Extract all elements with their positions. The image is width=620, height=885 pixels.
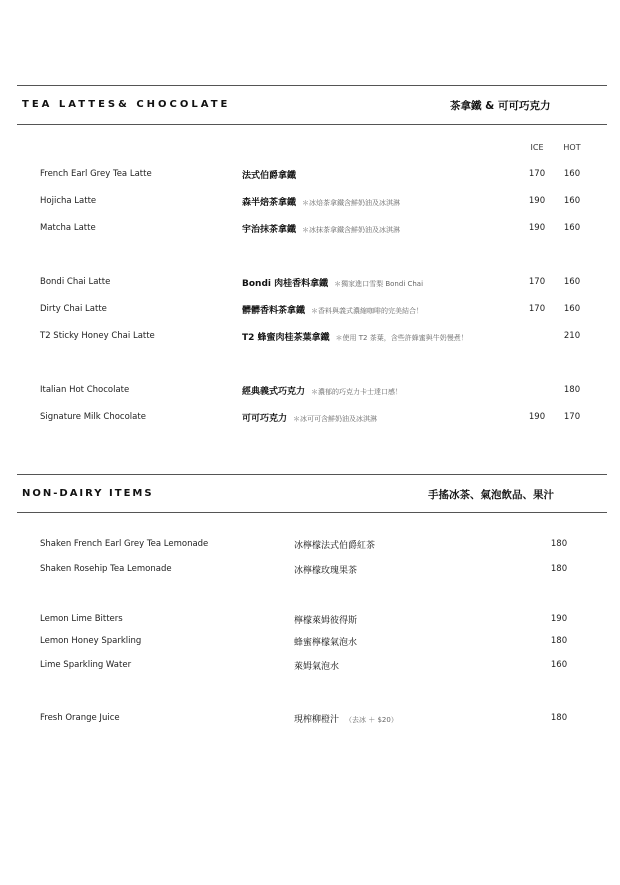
price-hot: 160 [563, 169, 581, 179]
item-name-en: Matcha Latte [40, 223, 96, 233]
price-hot: 160 [563, 223, 581, 233]
item-name-cn [242, 276, 423, 289]
top-divider [17, 85, 607, 86]
item-name-cn-text: 現榨柳橙汁 [294, 715, 340, 725]
item-name-cn [294, 538, 375, 551]
section-title-non-dairy: NON-DAIRY ITEMS [22, 488, 154, 499]
item-name-en: Hojicha Latte [40, 196, 97, 206]
item-name-cn [242, 330, 468, 343]
item-note: ＊冰焙茶拿鐵含鮮奶油及冰淇淋 [302, 199, 401, 207]
section-title-tea-lattes-cn: 茶拿鐵 & 可可巧克力 [450, 100, 551, 112]
item-note: ＊獨家進口雪梨 Bondi Chai [334, 280, 424, 288]
item-name-en: Lemon Lime Bitters [40, 614, 123, 624]
item-note: ＊使用 T2 茶葉，含些許蜂蜜與牛奶慢煮！ [335, 334, 468, 342]
item-name-cn [294, 613, 357, 626]
item-name-cn-text: 可可巧克力 [242, 414, 288, 424]
price: 180 [550, 636, 568, 646]
item-name-cn-text: 經典義式巧克力 [242, 387, 306, 397]
item-note: （去冰 ＋ $20） [345, 716, 398, 724]
item-name-en: T2 Sticky Honey Chai Latte [40, 331, 155, 341]
item-name-cn-text: 萊姆氣泡水 [294, 662, 340, 672]
item-name-cn [242, 384, 402, 397]
column-header-ice: ICE [530, 143, 544, 152]
item-name-cn-text: 宇治抹茶拿鐵 [242, 225, 297, 235]
item-name-en: Shaken French Earl Grey Tea Lemonade [40, 539, 209, 549]
section1-header-divider [17, 124, 607, 125]
price-ice: 170 [528, 304, 546, 314]
price-hot: 210 [563, 331, 581, 341]
section2-header-divider [17, 512, 607, 513]
price-hot: 160 [563, 196, 581, 206]
price-hot: 180 [563, 385, 581, 395]
item-name-cn-text: Bondi 肉桂香料拿鐵 [242, 279, 329, 289]
section2-top-divider [17, 474, 607, 475]
item-note: ＊冰抹茶拿鐵含鮮奶油及冰淇淋 [302, 226, 401, 234]
column-header-hot: HOT [563, 143, 581, 152]
price: 180 [550, 713, 568, 723]
item-name-cn-text: 檸檬萊姆彼得斯 [294, 616, 358, 626]
item-name-cn [242, 195, 400, 208]
price: 160 [550, 660, 568, 670]
item-name-cn [242, 222, 400, 235]
item-name-en: French Earl Grey Tea Latte [40, 169, 152, 179]
item-note: ＊冰可可含鮮奶油及冰淇淋 [293, 415, 378, 423]
price-ice: 170 [528, 169, 546, 179]
price-hot: 160 [563, 304, 581, 314]
item-name-cn [294, 712, 398, 725]
item-name-cn-text: 法式伯爵拿鐵 [242, 171, 297, 181]
price: 190 [550, 614, 568, 624]
price-ice: 190 [528, 223, 546, 233]
section-title-tea-lattes: TEA LATTES& CHOCOLATE [22, 99, 231, 110]
item-name-en: Fresh Orange Juice [40, 713, 120, 723]
item-name-cn-text: 冰檸檬玫瑰果茶 [294, 566, 358, 576]
item-name-cn-text: 蜂蜜檸檬氣泡水 [294, 638, 358, 648]
item-name-cn-text: 髒髒香料茶拿鐵 [242, 306, 306, 316]
item-name-cn [294, 659, 339, 672]
item-name-cn-text: T2 蜂蜜肉桂茶葉拿鐵 [242, 333, 330, 343]
price-ice: 190 [528, 196, 546, 206]
item-note: ＊濃郁的巧克力卡士達口感！ [311, 388, 403, 396]
price-ice: 190 [528, 412, 546, 422]
item-name-cn [242, 411, 377, 424]
item-name-en: Lime Sparkling Water [40, 660, 132, 670]
item-name-en: Dirty Chai Latte [40, 304, 107, 314]
item-note: ＊香料與義式濃縮咖啡的完美結合！ [311, 307, 424, 315]
item-name-cn [294, 635, 357, 648]
price-hot: 160 [563, 277, 581, 287]
item-name-cn [242, 303, 423, 316]
item-name-en: Signature Milk Chocolate [40, 412, 146, 422]
item-name-cn-text: 森半焙茶拿鐵 [242, 198, 297, 208]
price-ice: 170 [528, 277, 546, 287]
price: 180 [550, 539, 568, 549]
item-name-en: Bondi Chai Latte [40, 277, 111, 287]
item-name-cn [294, 563, 357, 576]
section-title-non-dairy-cn: 手搖冰茶、氣泡飲品、果汁 [428, 489, 554, 501]
item-name-cn [242, 168, 296, 181]
item-name-en: Italian Hot Chocolate [40, 385, 130, 395]
item-name-cn-text: 冰檸檬法式伯爵紅茶 [294, 541, 376, 551]
item-name-en: Lemon Honey Sparkling [40, 636, 142, 646]
price: 180 [550, 564, 568, 574]
price-hot: 170 [563, 412, 581, 422]
item-name-en: Shaken Rosehip Tea Lemonade [40, 564, 172, 574]
